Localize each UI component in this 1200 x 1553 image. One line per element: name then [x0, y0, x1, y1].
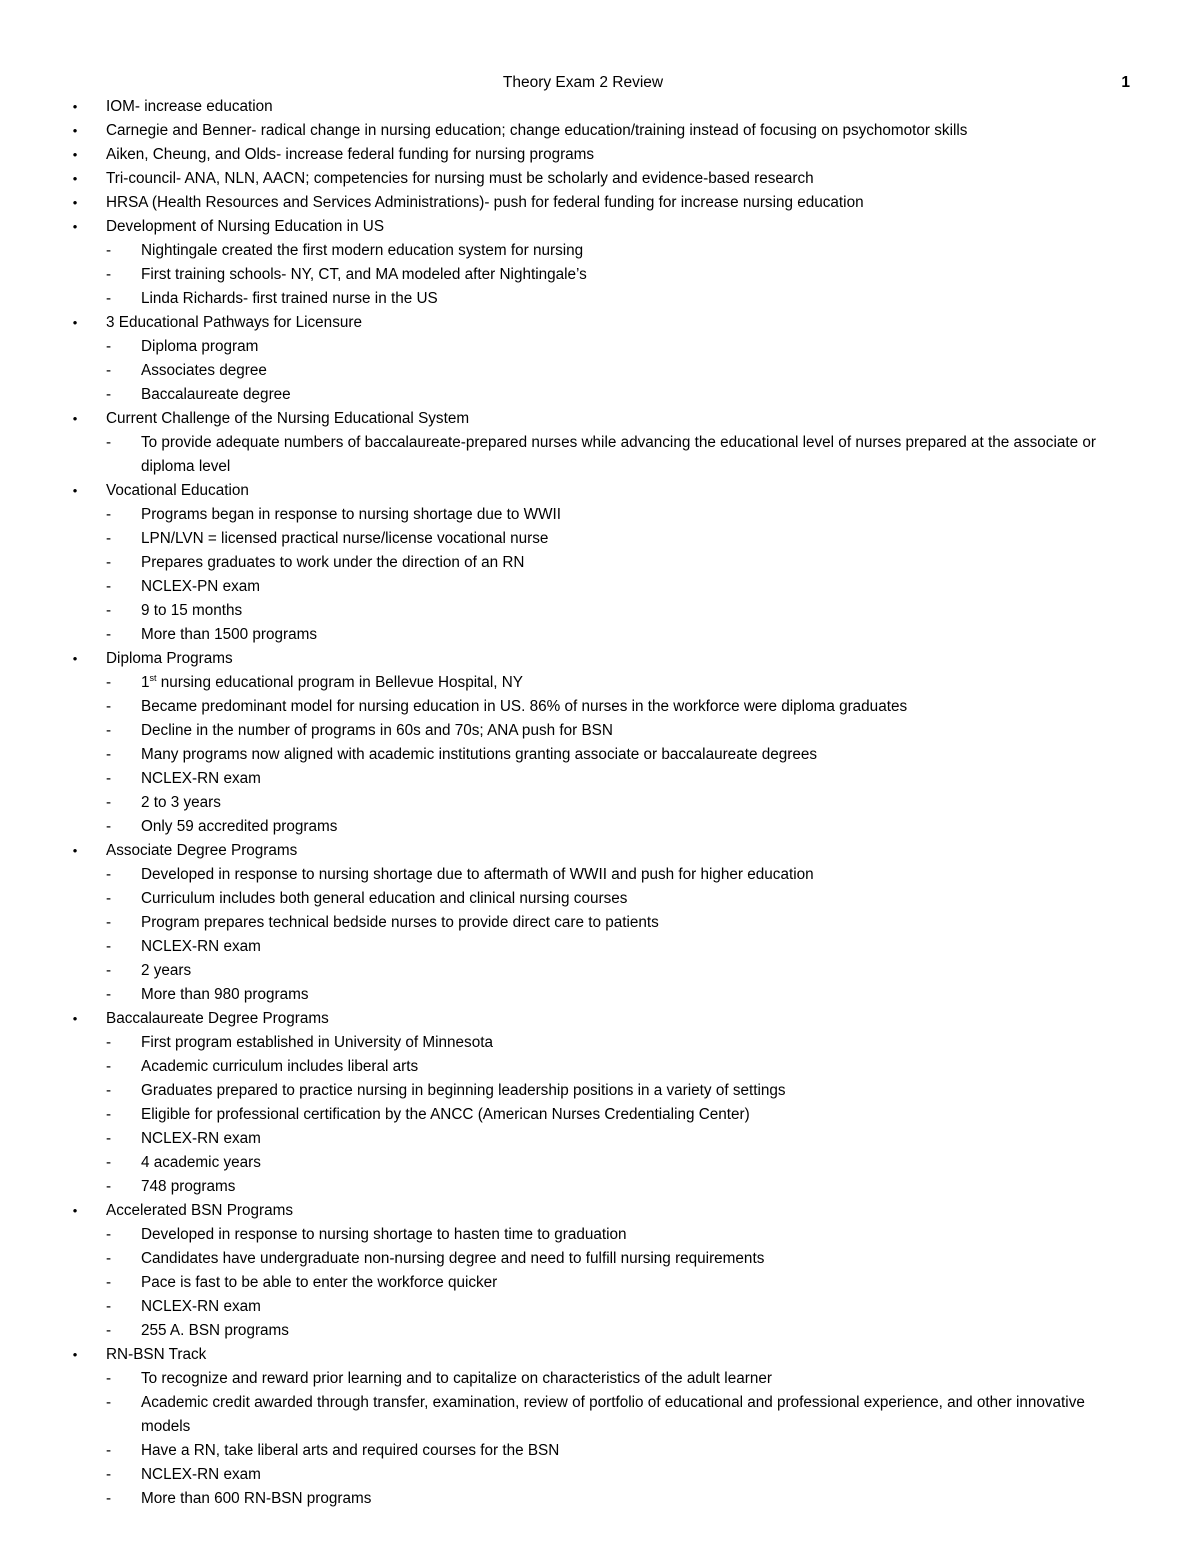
sub-item: [0, 767, 1200, 791]
bullet-marker: •: [72, 171, 78, 186]
sub-item: [0, 1487, 1200, 1511]
item-text: Candidates have undergraduate non-nursing degree and need to fulfill nursing requirements: [141, 1250, 765, 1267]
sub-item: [0, 887, 1200, 911]
item-text: Nightingale created the first modern education system for nursing: [141, 242, 584, 259]
sub-item: [0, 791, 1200, 815]
bullet-item: [0, 143, 1200, 167]
sub-item: [0, 287, 1200, 311]
bullet-marker: •: [72, 1347, 78, 1362]
item-text: First training schools- NY, CT, and MA modeled after Nightingale’s: [141, 266, 587, 283]
sub-item: [0, 551, 1200, 575]
item-text: To provide adequate numbers of baccalaureate-prepared nurses while advancing the educational level of nurses prepared at the associate or diploma level: [141, 434, 1096, 475]
sub-item: [0, 1247, 1200, 1271]
item-text: Prepares graduates to work under the direction of an RN: [141, 554, 525, 571]
item-text: Program prepares technical bedside nurses to provide direct care to patients: [141, 914, 659, 931]
item-text: 4 academic years: [141, 1154, 261, 1171]
item-text: Only 59 accredited programs: [141, 818, 338, 835]
bullet-item: [0, 119, 1200, 143]
sub-item: [0, 1127, 1200, 1151]
sub-item: [0, 335, 1200, 359]
dash-marker: -: [106, 1178, 112, 1195]
item-text-suffix: nursing educational program in Bellevue Hospital, NY: [156, 674, 524, 691]
sub-item: [0, 527, 1200, 551]
item-text: HRSA (Health Resources and Services Administrations)- push for federal funding for increase nursing education: [106, 194, 864, 211]
dash-marker: -: [106, 1250, 112, 1267]
sub-item: [0, 935, 1200, 959]
sub-item: [0, 1271, 1200, 1295]
sub-item: [0, 671, 1200, 695]
item-text: Accelerated BSN Programs: [106, 1202, 294, 1219]
item-text-prefix: 1: [141, 674, 150, 691]
dash-marker: -: [106, 1058, 112, 1075]
outline-list: [0, 95, 1200, 1511]
dash-marker: -: [106, 866, 112, 883]
item-text: [0, 671, 1200, 695]
bullet-marker: •: [72, 315, 78, 330]
dash-marker: -: [106, 1082, 112, 1099]
bullet-item: [0, 479, 1200, 503]
sub-item: [0, 719, 1200, 743]
item-text: First program established in University of Minnesota: [141, 1034, 493, 1051]
bullet-marker: •: [72, 1203, 78, 1218]
item-text: Eligible for professional certification by the ANCC (American Nurses Credentialing Center): [141, 1106, 750, 1123]
item-text: Diploma Programs: [106, 650, 233, 667]
bullet-item: [0, 215, 1200, 239]
item-text: Curriculum includes both general education and clinical nursing courses: [141, 890, 628, 907]
dash-marker: -: [106, 506, 112, 523]
bullet-item: [0, 1007, 1200, 1031]
item-text: Vocational Education: [106, 482, 249, 499]
dash-marker: -: [106, 1370, 112, 1387]
bullet-marker: •: [72, 1011, 78, 1026]
item-text: LPN/LVN = licensed practical nurse/license vocational nurse: [141, 530, 549, 547]
item-text: 2 years: [141, 962, 192, 979]
sub-item: [0, 1319, 1200, 1343]
item-text: Academic credit awarded through transfer, examination, review of portfolio of educational and professional experience, and other innovative models: [141, 1394, 1085, 1435]
dash-marker: -: [106, 602, 112, 619]
sub-item: [0, 863, 1200, 887]
sub-item: [0, 503, 1200, 527]
document-title: Theory Exam 2 Review: [502, 74, 664, 91]
item-text: 255 A. BSN programs: [141, 1322, 289, 1339]
dash-marker: -: [106, 818, 112, 835]
bullet-marker: •: [72, 195, 78, 210]
item-text: NCLEX-RN exam: [141, 938, 261, 955]
dash-marker: -: [106, 362, 112, 379]
dash-marker: -: [106, 986, 112, 1003]
dash-marker: -: [106, 290, 112, 307]
item-text: Associate Degree Programs: [106, 842, 298, 859]
item-text: NCLEX-PN exam: [141, 578, 261, 595]
page-header: [0, 72, 1200, 94]
item-text: Diploma program: [141, 338, 259, 355]
sub-item: [0, 239, 1200, 263]
dash-marker: -: [106, 578, 112, 595]
sub-item: [0, 359, 1200, 383]
item-text: NCLEX-RN exam: [141, 1466, 261, 1483]
dash-marker: -: [106, 1394, 112, 1411]
item-text: Baccalaureate Degree Programs: [106, 1010, 329, 1027]
dash-marker: -: [106, 242, 112, 259]
item-text: To recognize and reward prior learning and to capitalize on characteristics of the adult learner: [141, 1370, 772, 1387]
item-text: NCLEX-RN exam: [141, 770, 261, 787]
dash-marker: -: [106, 1154, 112, 1171]
dash-marker: -: [106, 698, 112, 715]
sub-item: [0, 743, 1200, 767]
dash-marker: -: [106, 914, 112, 931]
sub-item: [0, 983, 1200, 1007]
sub-item: [0, 263, 1200, 287]
item-text: 748 programs: [141, 1178, 236, 1195]
item-text: 2 to 3 years: [141, 794, 221, 811]
item-text: Many programs now aligned with academic institutions granting associate or baccalaureate degrees: [141, 746, 817, 763]
sub-item: [0, 695, 1200, 719]
item-text: More than 980 programs: [141, 986, 309, 1003]
bullet-marker: •: [72, 483, 78, 498]
dash-marker: -: [106, 746, 112, 763]
dash-marker: -: [106, 1298, 112, 1315]
dash-marker: -: [106, 1490, 112, 1507]
sub-item: [0, 623, 1200, 647]
item-text: Current Challenge of the Nursing Educational System: [106, 410, 470, 427]
bullet-marker: •: [72, 411, 78, 426]
dash-marker: -: [106, 722, 112, 739]
dash-marker: -: [106, 770, 112, 787]
dash-marker: -: [106, 1130, 112, 1147]
item-text: Development of Nursing Education in US: [106, 218, 385, 235]
item-text: Programs began in response to nursing shortage due to WWII: [141, 506, 562, 523]
bullet-item: [0, 191, 1200, 215]
sub-item: [0, 1391, 1200, 1439]
bullet-item: [0, 407, 1200, 431]
dash-marker: -: [106, 1106, 112, 1123]
sub-item: [0, 1079, 1200, 1103]
item-text: NCLEX-RN exam: [141, 1298, 261, 1315]
item-text: Became predominant model for nursing education in US. 86% of nurses in the workforce were diploma graduates: [141, 698, 908, 715]
item-text: 9 to 15 months: [141, 602, 243, 619]
dash-marker: -: [106, 1466, 112, 1483]
dash-marker: -: [106, 626, 112, 643]
sub-item: [0, 1103, 1200, 1127]
item-text: NCLEX-RN exam: [141, 1130, 261, 1147]
item-text: More than 1500 programs: [141, 626, 318, 643]
sub-item: [0, 1031, 1200, 1055]
sub-item: [0, 1223, 1200, 1247]
item-text: 3 Educational Pathways for Licensure: [106, 314, 362, 331]
dash-marker: -: [106, 530, 112, 547]
dash-marker: -: [106, 434, 112, 451]
dash-marker: -: [106, 794, 112, 811]
item-text: Associates degree: [141, 362, 267, 379]
dash-marker: -: [106, 890, 112, 907]
sub-item: [0, 1295, 1200, 1319]
dash-marker: -: [106, 554, 112, 571]
dash-marker: -: [106, 674, 112, 691]
item-text: Linda Richards- first trained nurse in the US: [141, 290, 438, 307]
sub-item: [0, 815, 1200, 839]
item-text: Developed in response to nursing shortage to hasten time to graduation: [141, 1226, 627, 1243]
bullet-item: [0, 167, 1200, 191]
dash-marker: -: [106, 962, 112, 979]
bullet-marker: •: [72, 123, 78, 138]
item-text: Have a RN, take liberal arts and required courses for the BSN: [141, 1442, 560, 1459]
item-text: Academic curriculum includes liberal arts: [141, 1058, 419, 1075]
sub-item: [0, 575, 1200, 599]
item-text: Graduates prepared to practice nursing in beginning leadership positions in a variety of settings: [141, 1082, 786, 1099]
dash-marker: -: [106, 1034, 112, 1051]
dash-marker: -: [106, 266, 112, 283]
sub-item: [0, 1055, 1200, 1079]
item-text: Pace is fast to be able to enter the workforce quicker: [141, 1274, 498, 1291]
sub-item: [0, 959, 1200, 983]
dash-marker: -: [106, 1322, 112, 1339]
sub-item: [0, 1151, 1200, 1175]
sub-item: [0, 1463, 1200, 1487]
item-text: Aiken, Cheung, and Olds- increase federal funding for nursing programs: [106, 146, 595, 163]
bullet-marker: •: [72, 219, 78, 234]
sub-item: [0, 1175, 1200, 1199]
dash-marker: -: [106, 1226, 112, 1243]
dash-marker: -: [106, 1442, 112, 1459]
sub-item: [0, 431, 1200, 479]
bullet-item: [0, 311, 1200, 335]
sub-item: [0, 1439, 1200, 1463]
bullet-marker: •: [72, 99, 78, 114]
item-text: More than 600 RN-BSN programs: [141, 1490, 372, 1507]
dash-marker: -: [106, 1274, 112, 1291]
dash-marker: -: [106, 938, 112, 955]
page-number: 1: [1121, 74, 1130, 91]
item-text: Developed in response to nursing shortage due to aftermath of WWII and push for higher education: [141, 866, 814, 883]
item-text: Carnegie and Benner- radical change in nursing education; change education/training instead of focusing on psychomotor skills: [106, 122, 968, 139]
dash-marker: -: [106, 386, 112, 403]
item-text: IOM- increase education: [106, 98, 273, 115]
bullet-item: [0, 1199, 1200, 1223]
bullet-marker: •: [72, 843, 78, 858]
bullet-item: [0, 647, 1200, 671]
sub-item: [0, 383, 1200, 407]
ordinal-superscript: st: [149, 672, 157, 683]
bullet-item: [0, 839, 1200, 863]
item-text: RN-BSN Track: [106, 1346, 207, 1363]
bullet-item: [0, 95, 1200, 119]
sub-item: [0, 599, 1200, 623]
sub-item: [0, 1367, 1200, 1391]
sub-item: [0, 911, 1200, 935]
bullet-item: [0, 1343, 1200, 1367]
dash-marker: -: [106, 338, 112, 355]
item-text: Baccalaureate degree: [141, 386, 291, 403]
item-text: Tri-council- ANA, NLN, AACN; competencies for nursing must be scholarly and evidence-based research: [106, 170, 814, 187]
bullet-marker: •: [72, 147, 78, 162]
bullet-marker: •: [72, 651, 78, 666]
item-text: Decline in the number of programs in 60s and 70s; ANA push for BSN: [141, 722, 613, 739]
